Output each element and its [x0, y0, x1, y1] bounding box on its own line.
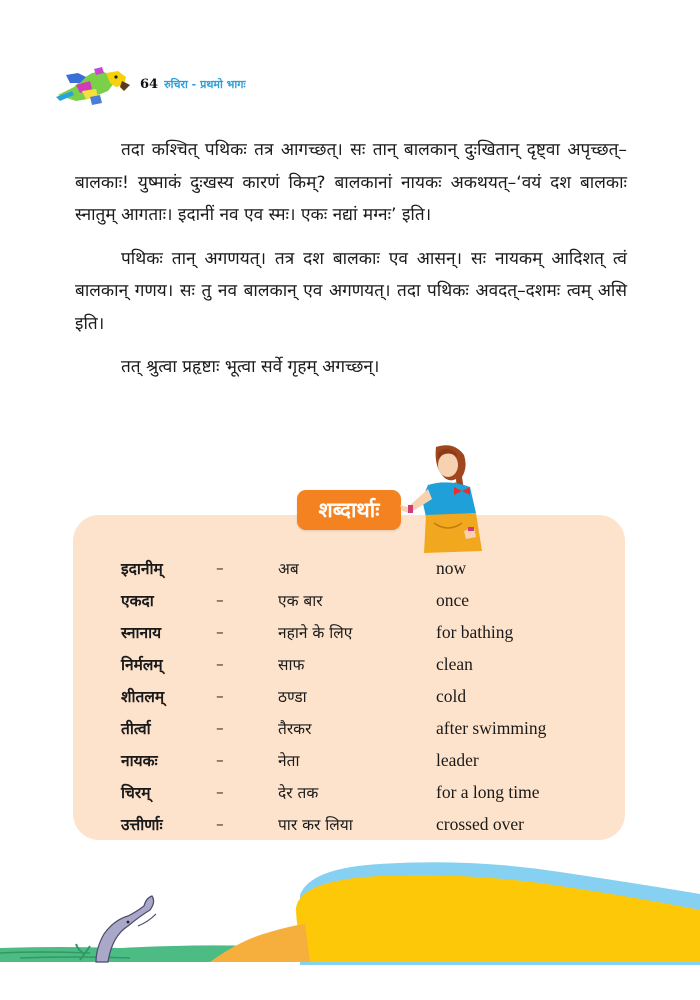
vocabulary-table: [121, 552, 581, 840]
vocab-separator: –: [216, 687, 224, 705]
vocab-separator: –: [216, 783, 224, 801]
river-scene-illustration: [0, 850, 700, 965]
vocab-hindi-meaning: पार कर लिया: [278, 816, 353, 834]
vocab-english-meaning: leader: [436, 749, 479, 770]
vocab-separator: –: [216, 719, 224, 737]
vocabulary-row: [121, 712, 581, 744]
vocab-english-meaning: crossed over: [436, 813, 524, 834]
vocab-word: नायकः: [121, 752, 158, 770]
page-number: 64: [140, 76, 159, 92]
vocab-english-meaning: clean: [436, 653, 473, 674]
parrot-icon: [52, 61, 132, 107]
vocab-word: तीर्त्वा: [121, 720, 151, 738]
vocab-english-meaning: cold: [436, 685, 467, 706]
vocab-english-meaning: after swimming: [436, 717, 547, 738]
vocabulary-heading-badge: शब्दार्थाः: [297, 490, 401, 530]
vocab-english-meaning: now: [436, 557, 467, 578]
vocabulary-row: [121, 648, 581, 680]
vocab-english-meaning: once: [436, 589, 470, 610]
vocab-hindi-meaning: तैरकर: [278, 720, 312, 738]
vocabulary-row: [121, 584, 581, 616]
story-paragraph-1: तदा कश्चित् पथिकः तत्र आगच्छत्। सः तान् बालकान् दुःखितान् दृष्ट्वा अपृच्छत्–बालकाः! युष्माकं दुःखस्य कारणं किम्? बालकानां नायकः अकथयत्–‘वयं दश बालकाः स्नातुम् आगताः। इदानीं नव एव स्मः। एकः नद्यां मग्नः’ इति।: [75, 140, 627, 225]
vocab-word: उत्तीर्णाः: [121, 816, 163, 834]
page-header: [52, 60, 246, 108]
vocab-word: निर्मलम्: [121, 656, 163, 674]
vocab-word: शीतलम्: [121, 688, 165, 706]
vocab-hindi-meaning: अब: [278, 560, 299, 578]
vocab-separator: –: [216, 591, 224, 609]
vocab-separator: –: [216, 815, 224, 833]
vocab-english-meaning: for a long time: [436, 781, 540, 802]
vocabulary-row: [121, 776, 581, 808]
vocabulary-row: [121, 744, 581, 776]
vocabulary-row: [121, 552, 581, 584]
vocab-separator: –: [216, 623, 224, 641]
vocab-separator: –: [216, 559, 224, 577]
vocab-word: इदानीम्: [121, 560, 163, 578]
vocab-hindi-meaning: देर तक: [278, 784, 319, 802]
vocabulary-row: [121, 680, 581, 712]
story-text: [75, 134, 627, 384]
vocab-hindi-meaning: साफ: [278, 656, 305, 674]
vocab-separator: –: [216, 751, 224, 769]
vocab-word: एकदा: [121, 592, 154, 610]
vocab-word: स्नानाय: [121, 624, 162, 642]
story-paragraph-3: तत् श्रुत्वा प्रहृष्टाः भूत्वा सर्वे गृहम् अगच्छन्।: [121, 357, 380, 377]
story-paragraph-2: पथिकः तान् अगणयत्। तत्र दश बालकाः एव आसन्। सः नायकम् आदिशत् त्वं बालकान् गणय। सः तु नव बालकान् एव अगणयत्। तदा पथिकः अवदत्–दशमः त्वम् असि इति।: [75, 248, 627, 334]
vocab-word: चिरम्: [121, 784, 151, 802]
vocab-hindi-meaning: नेता: [278, 752, 300, 770]
vocab-hindi-meaning: एक बार: [278, 592, 323, 610]
vocab-hindi-meaning: ठण्डा: [278, 688, 307, 706]
vocabulary-row: [121, 616, 581, 648]
vocab-english-meaning: for bathing: [436, 621, 514, 642]
vocab-hindi-meaning: नहाने के लिए: [278, 624, 353, 642]
girl-illustration-icon: [398, 443, 498, 553]
vocabulary-row: [121, 808, 581, 840]
vocab-separator: –: [216, 655, 224, 673]
book-title: रुचिरा - प्रथमो भागः: [164, 77, 246, 91]
